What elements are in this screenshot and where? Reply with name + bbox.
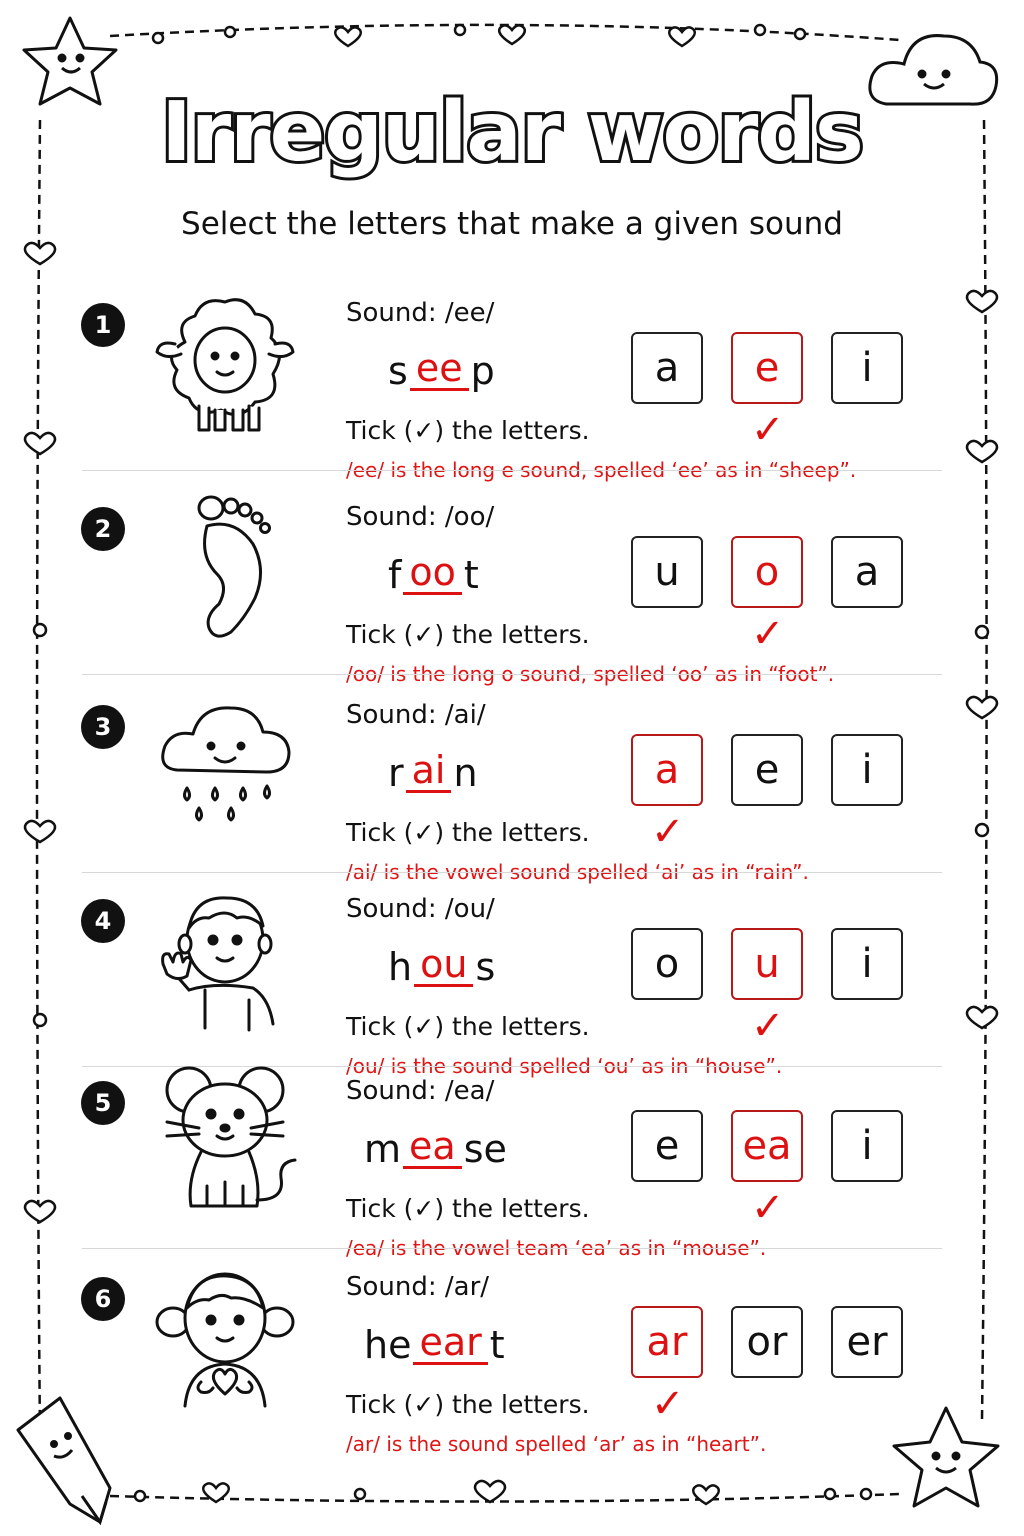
letter-option-box[interactable]: e — [731, 332, 803, 404]
word-part: p — [470, 349, 495, 393]
check-mark-icon: ✓ — [651, 809, 685, 855]
letter-option-box[interactable]: ar — [631, 1306, 703, 1378]
letter-option-box[interactable]: u — [631, 536, 703, 608]
word-part: f — [388, 553, 402, 597]
row-divider — [82, 1248, 942, 1249]
cloud-icon — [870, 36, 997, 105]
word-missing-letters: oo — [403, 552, 462, 595]
sound-label: Sound: /ar/ — [346, 1272, 490, 1302]
word-missing-letters: ea — [403, 1126, 462, 1169]
letter-option-box[interactable]: i — [831, 928, 903, 1000]
exercise-number-badge: 5 — [81, 1081, 125, 1125]
letter-options — [631, 536, 903, 608]
word-missing-letters: ou — [414, 944, 473, 987]
word-missing-letters: ee — [410, 348, 469, 391]
check-mark-icon: ✓ — [751, 1185, 785, 1231]
tick-instruction: Tick (✓) the letters. — [346, 1194, 590, 1223]
exercise-row — [0, 1264, 1024, 1454]
target-word — [388, 552, 479, 595]
check-mark-icon: ✓ — [751, 611, 785, 657]
exercise-number-badge: 3 — [81, 705, 125, 749]
explanation-note: /ai/ is the vowel sound spelled ‘ai’ as in “rain”. — [346, 860, 809, 884]
word-part: s — [388, 349, 408, 393]
mouse-icon — [145, 1060, 305, 1220]
sheep-icon — [145, 282, 305, 442]
row-divider — [82, 674, 942, 675]
target-word — [388, 750, 478, 793]
word-part: s — [475, 945, 496, 989]
tick-instruction: Tick (✓) the letters. — [346, 416, 590, 445]
exercise-row — [0, 1068, 1024, 1258]
worksheet-subtitle: Select the letters that make a given sound — [181, 206, 843, 242]
sound-label: Sound: /ea/ — [346, 1076, 495, 1106]
letter-option-box[interactable]: a — [831, 536, 903, 608]
letter-option-box[interactable]: ea — [731, 1110, 803, 1182]
exercise-row — [0, 290, 1024, 480]
exercise-number-badge: 2 — [81, 507, 125, 551]
letter-option-box[interactable]: or — [731, 1306, 803, 1378]
letter-option-box[interactable]: i — [831, 1110, 903, 1182]
word-part: m — [364, 1127, 402, 1171]
row-divider — [82, 872, 942, 873]
word-part: t — [463, 553, 479, 597]
letter-option-box[interactable]: i — [831, 734, 903, 806]
letter-option-box[interactable]: o — [731, 536, 803, 608]
tick-instruction: Tick (✓) the letters. — [346, 1390, 590, 1419]
explanation-note: /ee/ is the long e sound, spelled ‘ee’ as in “sheep”. — [346, 458, 857, 482]
exercise-number-badge: 6 — [81, 1277, 125, 1321]
letter-option-box[interactable]: u — [731, 928, 803, 1000]
letter-option-box[interactable]: o — [631, 928, 703, 1000]
sound-label: Sound: /ai/ — [346, 700, 486, 730]
target-word — [364, 1322, 505, 1365]
girl-with-heart-icon — [145, 1256, 305, 1416]
foot-icon — [145, 486, 305, 646]
tick-instruction: Tick (✓) the letters. — [346, 620, 590, 649]
check-mark-icon: ✓ — [651, 1381, 685, 1427]
exercise-row — [0, 692, 1024, 882]
exercise-number-badge: 1 — [81, 303, 125, 347]
letter-options — [631, 928, 903, 1000]
word-missing-letters: ear — [413, 1322, 487, 1365]
sound-label: Sound: /ee/ — [346, 298, 495, 328]
word-part: h — [388, 945, 413, 989]
letter-options — [631, 1306, 903, 1378]
letter-option-box[interactable]: e — [631, 1110, 703, 1182]
sound-label: Sound: /ou/ — [346, 894, 495, 924]
exercise-row — [0, 886, 1024, 1076]
worksheet-title: Irregular words — [161, 85, 863, 180]
row-divider — [82, 470, 942, 471]
word-part: n — [453, 751, 478, 795]
explanation-note: /ea/ is the vowel team ‘ea’ as in “mouse”. — [346, 1236, 767, 1260]
letter-option-box[interactable]: i — [831, 332, 903, 404]
word-part: se — [463, 1127, 507, 1171]
letter-option-box[interactable]: a — [631, 332, 703, 404]
explanation-note: /oo/ is the long o sound, spelled ‘oo’ as in “foot”. — [346, 662, 835, 686]
sound-label: Sound: /oo/ — [346, 502, 495, 532]
exercise-number-badge: 4 — [81, 899, 125, 943]
letter-options — [631, 734, 903, 806]
letter-option-box[interactable]: e — [731, 734, 803, 806]
letter-options — [631, 332, 903, 404]
waving-boy-icon — [145, 878, 305, 1038]
word-missing-letters: ai — [406, 750, 452, 793]
word-part: t — [489, 1323, 505, 1367]
target-word — [388, 944, 495, 987]
target-word — [388, 348, 495, 391]
letter-option-box[interactable]: er — [831, 1306, 903, 1378]
target-word — [364, 1126, 507, 1169]
tick-instruction: Tick (✓) the letters. — [346, 1012, 590, 1041]
word-part: he — [364, 1323, 412, 1367]
star-icon — [24, 18, 116, 104]
explanation-note: /ou/ is the sound spelled ‘ou’ as in “house”. — [346, 1054, 783, 1078]
letter-options — [631, 1110, 903, 1182]
explanation-note: /ar/ is the sound spelled ‘ar’ as in “heart”. — [346, 1432, 767, 1456]
letter-option-box[interactable]: a — [631, 734, 703, 806]
check-mark-icon: ✓ — [751, 1003, 785, 1049]
tick-instruction: Tick (✓) the letters. — [346, 818, 590, 847]
rain-cloud-icon — [145, 684, 305, 844]
word-part: r — [388, 751, 404, 795]
check-mark-icon: ✓ — [751, 407, 785, 453]
exercise-row — [0, 494, 1024, 684]
